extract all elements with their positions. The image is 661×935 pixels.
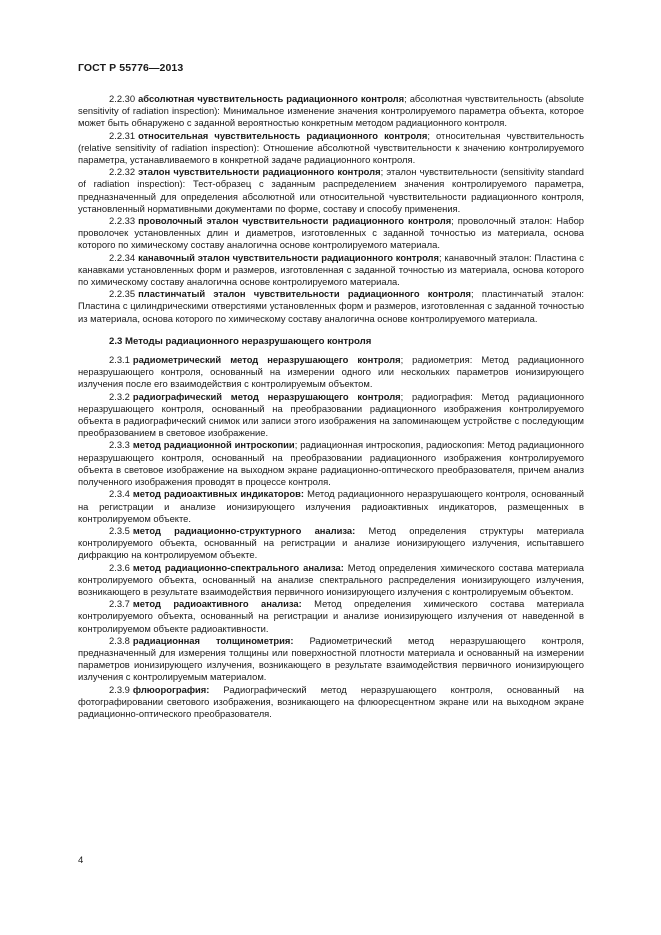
term-entry-2-3-1 <box>78 354 584 391</box>
term-entry-2-3-9 <box>78 684 584 721</box>
section-title: 2.3 Методы радиационного неразрушающего контроля <box>109 335 372 347</box>
term-number: 2.2.31 <box>109 129 136 141</box>
term-entry-2-3-5 <box>78 525 584 562</box>
term-number: 2.2.33 <box>109 215 136 227</box>
term-definition: ; эталон чувствительности (sensitivity standard of radiation inspection): Тест-образец с заданным распределением значения контролируемого параметра, предназначенный для определения абсолютной или относительной чувствительности радиационного контроля, установленный нормативными документами по форме, составу и способу применения. <box>78 166 584 214</box>
term-title: радиационная толщинометрия: <box>132 634 294 646</box>
term-definition: Метод определения химического состава материала контролируемого объекта, основанный на регистрации и анализе ионизирующего излучения от наведенной в контролируемом объекте радиоактивности. <box>78 598 584 634</box>
term-title: радиометрический метод неразрушающего контроля <box>132 354 401 366</box>
term-number: 2.3.2 <box>109 390 130 402</box>
term-title: метод радиоактивного анализа: <box>132 598 302 610</box>
term-entry-2-2-35 <box>78 288 584 325</box>
term-definition: Метод определения химического состава материала контролируемого объекта, основанный на анализе спектрального распределения ионизирующего излучения, возникающего в результате взаимодействия первичного ионизирующего излучения с контролируемым объектом. <box>78 561 584 597</box>
term-definition: Метод определения структуры материала контролируемого объекта, основанный на регистрации и анализе ионизирующего излучения, испытавшего дифракцию на контролируемом объекте. <box>78 524 584 561</box>
term-title: проволочный эталон чувствительности радиационного контроля <box>138 215 452 227</box>
term-definition: ; относительная чувствительность (relative sensitivity of radiation inspection): Отношение абсолютной чувствительности к значению контролируемого параметра, устанавливаемого в конкретной задаче радиационного контроля. <box>78 129 584 166</box>
term-entry-2-3-7 <box>78 598 584 635</box>
term-number: 2.3.9 <box>109 683 130 695</box>
term-entry-2-3-2 <box>78 391 584 440</box>
term-entry-2-2-30 <box>78 93 584 130</box>
document-code-header: ГОСТ Р 55776—2013 <box>78 62 184 74</box>
term-number: 2.2.30 <box>109 93 136 104</box>
term-number: 2.3.1 <box>109 354 130 366</box>
term-title: относительная чувствительность радиационного контроля <box>138 129 428 141</box>
term-definition: ; канавочный эталон: Пластина с канавками установленных форм и размеров, изготовленная с заданной точностью из материала, основа которого по химическому составу аналогична основе контролируемого материала. <box>78 251 584 288</box>
term-title: эталон чувствительности радиационного контроля <box>138 166 381 178</box>
term-title: абсолютная чувствительность радиационного контроля <box>138 93 405 104</box>
term-title: флюорография: <box>132 683 210 695</box>
document-body <box>78 93 584 720</box>
term-definition: Радиографический метод неразрушающего контроля, основанный на фотографировании светового изображения, возникающего на флюоресцентном экране или на выходном экране радиационно-оптического преобразователя. <box>78 683 584 719</box>
term-number: 2.3.3 <box>109 439 130 451</box>
page-number: 4 <box>78 855 84 866</box>
term-number: 2.3.7 <box>109 598 130 610</box>
term-number: 2.2.35 <box>109 288 136 300</box>
term-entry-2-2-33 <box>78 215 584 252</box>
term-entry-2-2-31 <box>78 130 584 167</box>
term-title: метод радиационной интроскопии <box>132 439 295 451</box>
term-definition: ; проволочный эталон: Набор проволочек установленных длин и диаметров, изготовленных с заданной точностью из материала, основа которого по химическому составу аналогична основе контролируемого материала. <box>78 215 584 251</box>
term-number: 2.3.6 <box>109 561 130 573</box>
term-definition: ; пластинчатый эталон: Пластина с цилиндрическими отверстиями установленных форм и размеров, изготовленная с заданной точностью из материала, основа которого по химическому составу аналогична основе контролируемого материала. <box>78 288 584 324</box>
term-title: пластинчатый эталон чувствительности радиационного контроля <box>138 288 472 300</box>
term-definition: ; радиометрия: Метод радиационного неразрушающего контроля, основанный на измерении одного или нескольких параметров ионизирующего излучения после его взаимодействия с контролируемым объектом. <box>78 354 584 390</box>
term-number: 2.3.5 <box>109 524 130 536</box>
term-definition: Радиометрический метод неразрушающего контроля, предназначенный для измерения толщины или поверхностной плотности материала и основанный на измерении параметров ионизирующего излучения, возникающего в результате взаимодействия первичного ионизирующего излучения с контролируемым материалом. <box>78 634 584 683</box>
term-entry-2-2-34 <box>78 252 584 289</box>
term-number: 2.2.32 <box>109 166 136 178</box>
term-entry-2-3-8 <box>78 635 584 684</box>
term-definition: Метод радиационного неразрушающего контроля, основанный на регистрации и анализе ионизирующего излучения радиоактивных индикаторов, размещенных в контролируемом объекте. <box>78 488 584 524</box>
term-title: канавочный эталон чувствительности радиационного контроля <box>138 251 439 263</box>
term-entry-2-3-6 <box>78 562 584 599</box>
term-entry-2-3-4 <box>78 488 584 525</box>
term-title: радиографический метод неразрушающего контроля <box>132 390 401 402</box>
term-definition: ; радиография: Метод радиационного неразрушающего контроля, основанный на преобразовании радиационного изображения контролируемого объекта в радиографический снимок или записи этого изображения на запоминающем устройстве с последующим преобразованием в световое изображение. <box>78 390 584 439</box>
term-definition: ; абсолютная чувствительность (absolute sensitivity of radiation inspection): Минимальное изменение значения контролируемого параметра объекта, которое может быть обнаружено с заданной вероятностью конкретным методом радиационного контроля. <box>78 93 584 129</box>
term-entry-2-2-32 <box>78 166 584 215</box>
term-number: 2.3.8 <box>109 634 130 646</box>
term-definition: ; радиационная интроскопия, радиоскопия: Метод радиационного неразрушающего контроля, основанный на преобразовании радиационного изображения контролируемого объекта в световое изображение на выходном экране радиационно-оптического преобразователя, причем анализ полученного изображения проводят в процессе контроля. <box>78 439 584 488</box>
term-number: 2.2.34 <box>109 251 136 263</box>
term-title: метод радиоактивных индикаторов: <box>132 488 304 500</box>
term-entry-2-3-3 <box>78 439 584 488</box>
term-title: метод радиационно-структурного анализа: <box>132 524 356 536</box>
term-title: метод радиационно-спектрального анализа: <box>132 561 344 573</box>
term-number: 2.3.4 <box>109 488 130 500</box>
